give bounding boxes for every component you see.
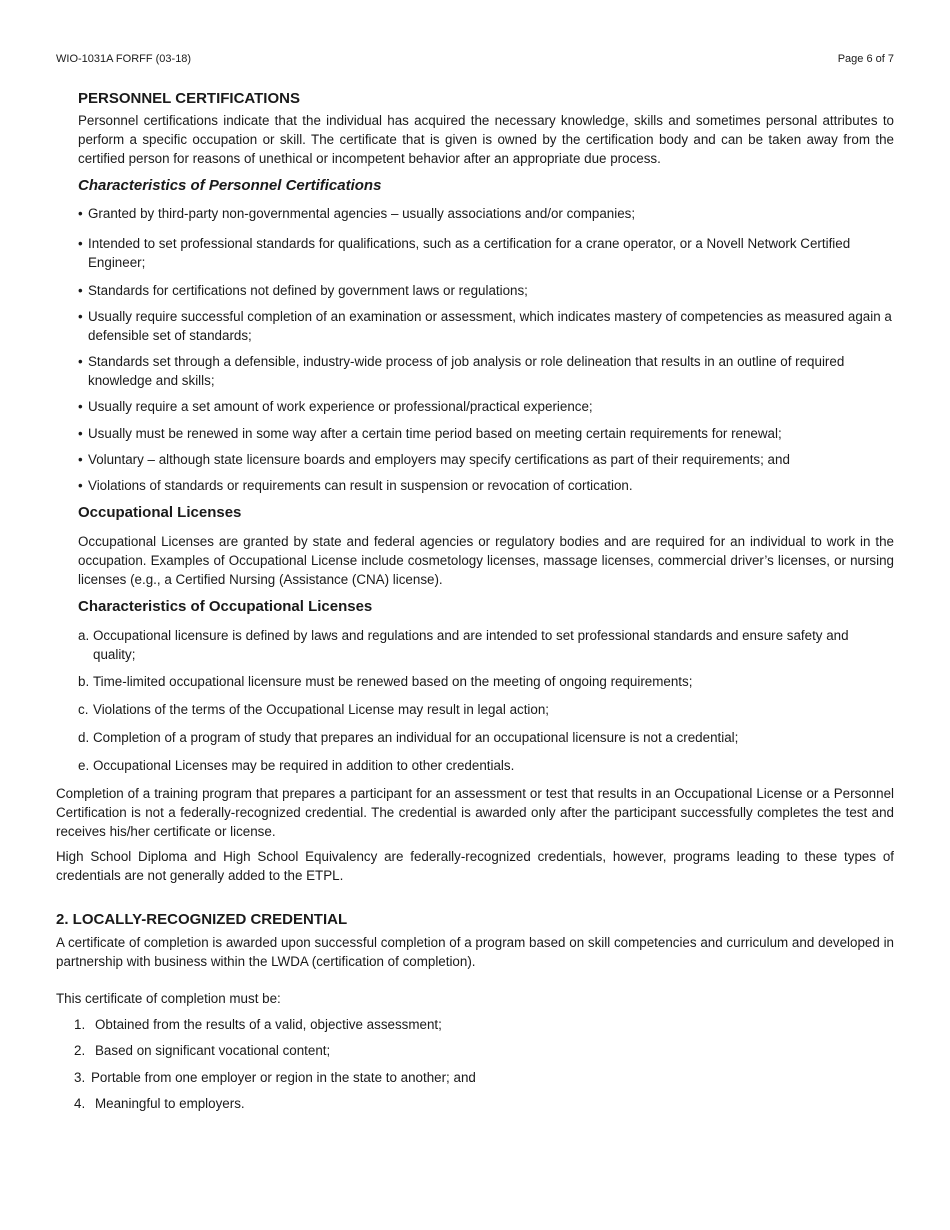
occupational-licenses-heading: Occupational Licenses: [78, 504, 242, 521]
list-item: • Voluntary – although state licensure boards and employers may specify certifications as part of their requirements; and: [78, 452, 790, 467]
locally-recognized-heading: 2. LOCALLY-RECOGNIZED CREDENTIAL: [56, 911, 348, 928]
occupational-licenses-intro: Occupational Licenses are granted by state and federal agencies or regulatory bodies and are required for an individual to work in the occupation. Examples of Occupational License include cosmetology licenses, massage licenses, commercial driver’s licenses, or nursing licenses (e.g., a Certified Nursing (Assistance (CNA) license).: [78, 534, 894, 587]
list-item: • Standards set through a defensible, industry-wide process of job analysis or role delineation that results in an outline of required knowledge and skills;: [78, 354, 845, 388]
list-item: 1. Obtained from the results of a valid, objective assessment;: [74, 1017, 442, 1032]
occupational-characteristics-heading: Characteristics of Occupational Licenses: [78, 598, 373, 615]
list-item: • Granted by third-party non-governmental agencies – usually associations and/or companies;: [78, 206, 636, 221]
personnel-characteristics-heading: Characteristics of Personnel Certifications: [78, 177, 382, 194]
list-item: • Usually require a set amount of work experience or professional/practical experience;: [78, 399, 593, 414]
list-item: 4. Meaningful to employers.: [74, 1096, 245, 1111]
locally-recognized-intro: A certificate of completion is awarded upon successful completion of a program based on skill competencies and curriculum and developed in partnership with business within the LWDA (certification of completion).: [56, 935, 894, 969]
list-item: b. Time-limited occupational licensure must be renewed based on the meeting of ongoing requirements;: [78, 674, 693, 689]
completion-paragraph: Completion of a training program that prepares a participant for an assessment or test that results in an Occupational License or a Personnel Certification is not a federally-recognized credential. The credential is awarded only after the participant successfully completes the test and receives his/her certificate or license.: [56, 786, 894, 839]
list-item: • Violations of standards or requirements can result in suspension or revocation of cortication.: [78, 478, 633, 493]
personnel-certifications-intro: Personnel certifications indicate that the individual has acquired the necessary knowledge, skills and sometimes personal attributes to perform a specific occupation or skill. The certificate that is given is owned by the certification body and can be taken away from the certified person for reasons of unethical or incompetent behavior after an appropriate due process.: [78, 113, 894, 166]
personnel-certifications-heading: PERSONNEL CERTIFICATIONS: [78, 90, 300, 107]
list-item: • Standards for certifications not defined by government laws or regulations;: [78, 283, 528, 298]
list-item: 2. Based on significant vocational content;: [74, 1043, 331, 1058]
diploma-paragraph: High School Diploma and High School Equivalency are federally-recognized credentials, however, programs leading to these types of credentials are not generally added to the ETPL.: [56, 849, 894, 883]
form-id: WIO-1031A FORFF (03-18): [56, 53, 192, 65]
list-item: 3. Portable from one employer or region in the state to another; and: [74, 1070, 476, 1085]
list-item: d. Completion of a program of study that prepares an individual for an occupational licensure is not a credential;: [78, 730, 739, 745]
list-item: a. Occupational licensure is defined by laws and regulations and are intended to set professional standards and ensure safety and quality;: [78, 628, 849, 662]
list-item: • Usually must be renewed in some way after a certain time period based on meeting certain requirements for renewal;: [78, 426, 782, 441]
certificate-must-be-text: This certificate of completion must be:: [56, 991, 281, 1006]
list-item: • Usually require successful completion of an examination or assessment, which indicates mastery of competencies as measured again a defensible set of standards;: [78, 309, 892, 343]
list-item: • Intended to set professional standards for qualifications, such as a certification for a crane operator, or a Novell Network Certified Engineer;: [78, 236, 851, 270]
list-item: c. Violations of the terms of the Occupational License may result in legal action;: [78, 702, 550, 717]
list-item: e. Occupational Licenses may be required in addition to other credentials.: [78, 758, 515, 773]
page-number: Page 6 of 7: [837, 53, 894, 65]
